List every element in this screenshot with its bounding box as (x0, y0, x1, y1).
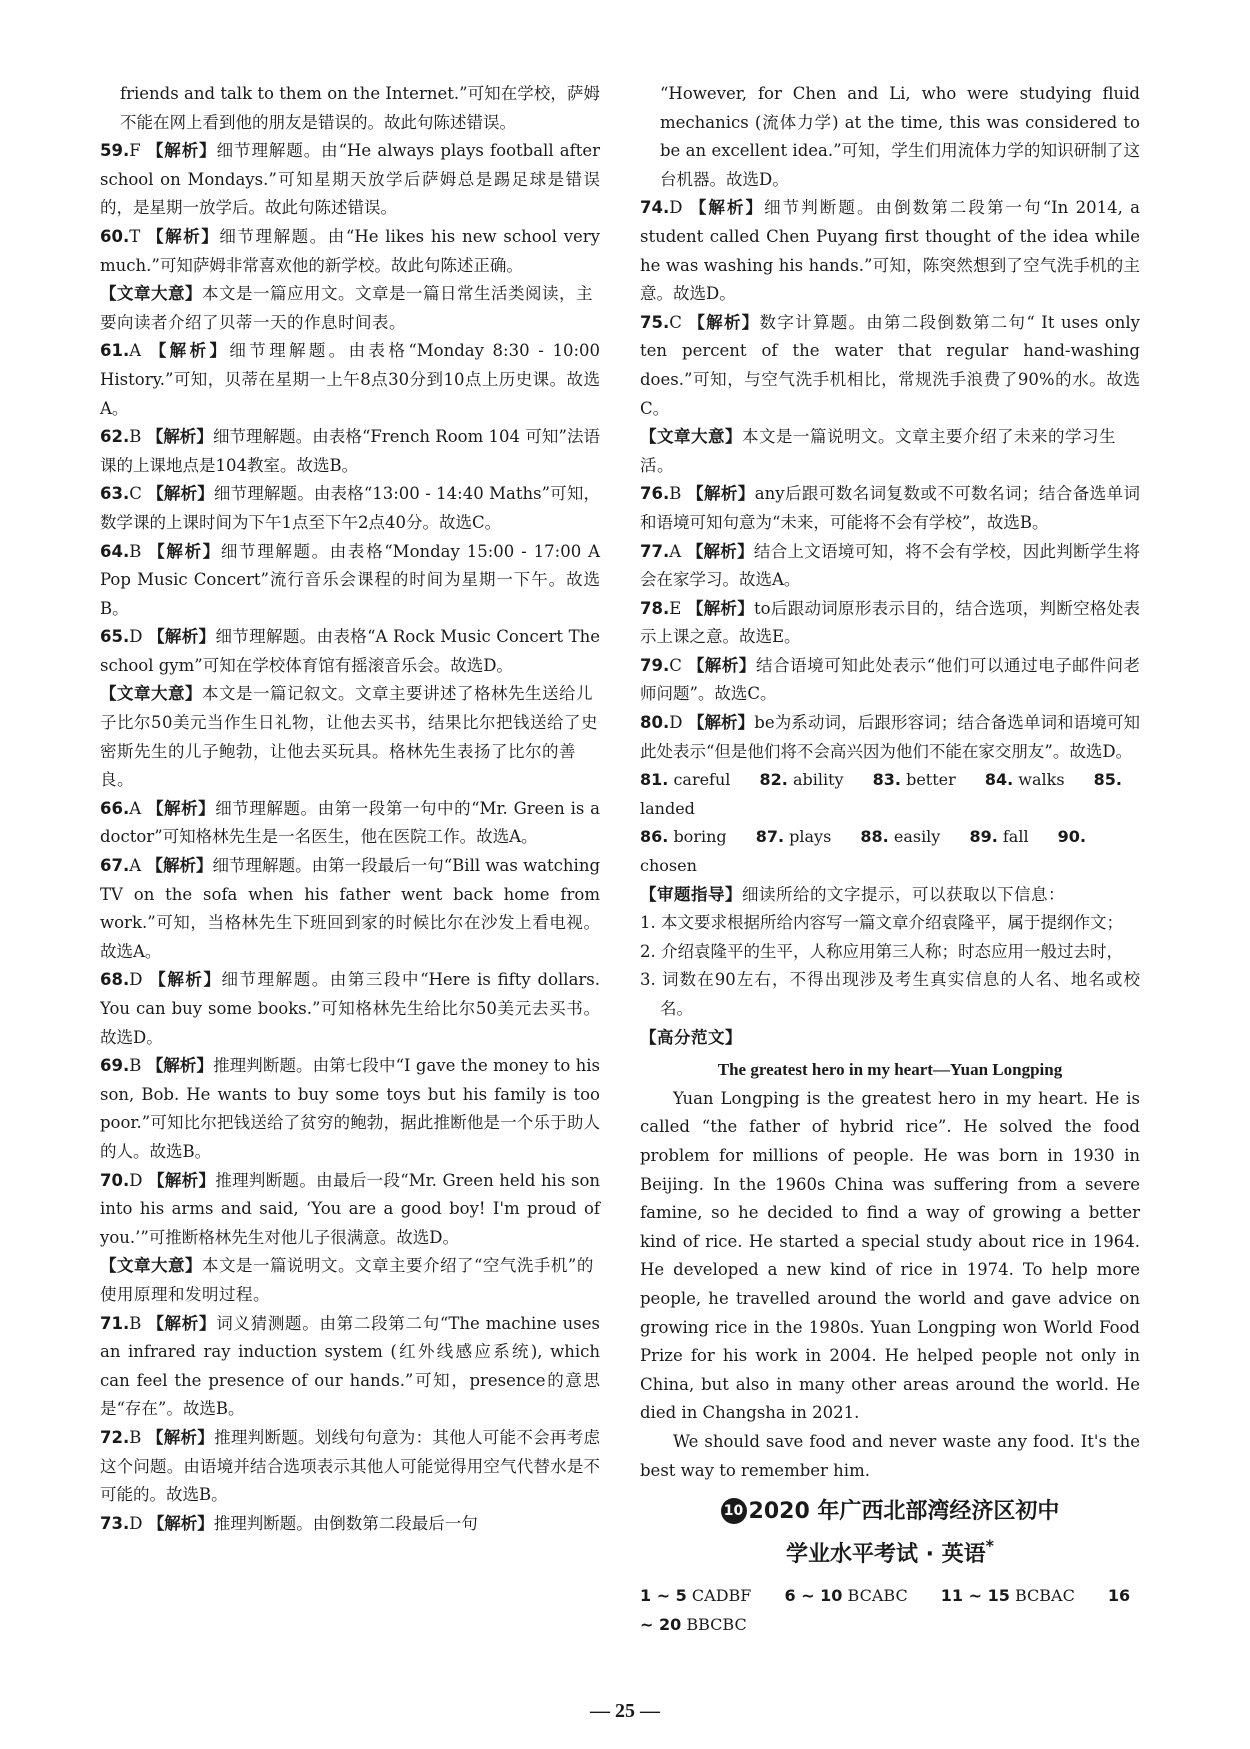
answer-item: 80.D 【解析】be为系动词，后跟形容词；结合备选单词和语境可知此处表示“但是他们将不会高兴因为他们不能在家交朋友”。故选D。 (640, 713, 1140, 761)
guide-point: 3. 词数在90左右，不得出现涉及考生真实信息的人名、地名或校名。 (640, 970, 1140, 1018)
model-essay-label: 【高分范文】 (640, 1027, 742, 1047)
article-summary: 【文章大意】本文是一篇应用文。文章是一篇日常生活类阅读，主要向读者介绍了贝蒂一天的作息时间表。 (100, 284, 593, 332)
article-summary: 【文章大意】本文是一篇说明文。文章主要介绍了未来的学习生活。 (640, 427, 1116, 475)
exam-number-badge: 10 (721, 1498, 747, 1524)
answer-group-59-60 (100, 137, 600, 280)
fill-in-answers-row-1 (640, 766, 1140, 823)
answer-item: 70.D 【解析】推理判断题。由最后一段“Mr. Green held his son into his arms and said, ‘You are a good boy! I'm proud of you.’”可推断格林先生对他儿子很满意。故选D。 (100, 1170, 601, 1247)
answer-item: 63.C 【解析】细节理解题。由表格“13:00 - 14:40 Maths”可知，数学课的上课时间为下午1点至下午2点40分。故选C。 (100, 484, 600, 532)
answer-item: 71.B 【解析】词义猜测题。由第二段第二句“The machine uses an infrared ray induction system (红外线感应系统), which can feel the presence of our hands.”可知，presence的意思是“存在”。故选B。 (100, 1313, 601, 1419)
fill-answer: 82. ability (759, 770, 844, 790)
essay-paragraph: Yuan Longping is the greatest hero in my heart. He is called “the father of hybrid rice”. He solved the food problem for millions of people. He was born in 1930 in Beijing. In the 1960s China was suffering from a severe famine, so he decided to find a way of growing a better kind of rice. He started a special study about rice in 1964. He developed a new kind of rice in 1974. To help more people, he travelled around the world and gave advice on growing rice in the 1980s. Yuan Longping won World Food Prize for his work in 2004. He helped people not only in China, but also in many other areas around the world. He died in Changsha in 2021. (640, 1088, 1140, 1423)
next-exam-heading: 10 2020 年广西北部湾经济区初中 学业水平考试 · 英语* (640, 1495, 1140, 1572)
fill-answer: 81. careful (640, 770, 731, 790)
answer-item: 79.C 【解析】结合语境可知此处表示“他们可以通过电子邮件问老师问题”。故选C。 (640, 655, 1141, 704)
answer-item: 73.D 【解析】推理判断题。由倒数第二段最后一句 (100, 1513, 478, 1533)
answer-item: 76.B 【解析】any后跟可数名词复数或不可数名词；结合备选单词和语境可知句意为“未来，可能将不会有学校”，故选B。 (640, 484, 1140, 532)
writing-guide: 【审题指导】细读所给的文字提示，可以获取以下信息： (640, 884, 1065, 904)
answer-item: 62.B 【解析】细节理解题。由表格“French Room 104 可知”法语课的上课地点是104教室。故选B。 (100, 427, 601, 475)
fill-answer: 86. boring (640, 827, 727, 847)
answer-group-71-73 (100, 1310, 600, 1539)
answer-group-76-80 (640, 480, 1140, 766)
fill-answer: 90. chosen (640, 827, 1087, 876)
fill-answer: 85. landed (640, 770, 1122, 818)
fill-answer: 84. walks (984, 770, 1065, 790)
article-summary: 【文章大意】本文是一篇说明文。文章主要介绍了“空气洗手机”的使用原理和发明过程。 (100, 1256, 594, 1304)
answer-item: 74.D 【解析】细节判断题。由倒数第二段第一句“In 2014, a student called Chen Puyang first thought of the idea while he was washing his hands.”可知，陈突然想到了空气洗手机的主意。故选D。 (640, 198, 1140, 304)
answer-item: 78.E 【解析】to后跟动词原形表示目的，结合选项，判断空格处表示上课之意。故选E。 (640, 598, 1140, 647)
answer-item: 68.D 【解析】细节理解题。由第三段中“Here is fifty dollars. You can buy some books.”可知格林先生给比尔50美元去买书。故选D。 (100, 970, 601, 1047)
answer-key-group: 1 ~ 5 CADBF (640, 1586, 752, 1606)
answer-key-group: 16 ~ 20 BBCBC (640, 1586, 1131, 1634)
answer-group-66-70 (100, 795, 600, 1253)
answer-item: 65.D 【解析】细节理解题。由表格“A Rock Music Concert The school gym”可知在学校体育馆有摇滚音乐会。故选D。 (100, 627, 600, 675)
answer-item: 61.A 【解析】细节理解题。由表格“Monday 8:30 - 10:00 History.”可知，贝蒂在星期一上午8点30分到10点上历史课。故选A。 (100, 341, 601, 418)
guide-point: 2. 介绍袁隆平的生平，人称应用第三人称；时态应用一般过去时， (640, 941, 1123, 961)
answer-key-group: 11 ~ 15 BCBAC (940, 1586, 1075, 1606)
fill-answer: 88. easily (860, 827, 941, 847)
answer-item: 75.C 【解析】数字计算题。由第二段倒数第二句“ It uses only ten percent of the water that regular hand-washing does.”可知，与空气洗手机相比，常规洗手浪费了90%的水。故选C。 (640, 312, 1140, 418)
fill-answer: 83. better (872, 770, 956, 790)
right-column (640, 80, 1140, 1639)
fill-in-answers-row-2 (640, 823, 1140, 880)
answer-key-row (640, 1582, 1140, 1639)
essay-paragraph: We should save food and never waste any food. It's the best way to remember him. (640, 1431, 1140, 1480)
answer-item: 66.A 【解析】细节理解题。由第一段第一句中的“Mr. Green is a doctor”可知格林先生是一名医生，他在医院工作。故选A。 (100, 798, 600, 847)
answer-58-continued: friends and talk to them on the Internet.”可知在学校，萨姆不能在网上看到他的朋友是错误的。故此句陈述错误。 (120, 84, 600, 132)
answer-key-group: 6 ~ 10 BCABC (784, 1586, 908, 1606)
answer-73-continued: “However, for Chen and Li, who were studying fluid mechanics (流体力学) at the time, this was considered to be an excellent idea.”可知，学生们用流体力学的知识研制了这台机器。故选D。 (660, 84, 1140, 189)
answer-group-61-65 (100, 337, 600, 680)
fill-answer: 87. plays (755, 827, 832, 847)
answer-item: 64.B 【解析】细节理解题。由表格“Monday 15:00 - 17:00 A Pop Music Concert”流行音乐会课程的时间为星期一下午。故选B。 (100, 541, 601, 618)
answer-group-74-75 (640, 194, 1140, 423)
fill-answer: 89. fall (969, 827, 1029, 847)
answer-item: 72.B 【解析】推理判断题。划线句句意为：其他人可能不会再考虑这个问题。由语境并结合选项表示其他人可能觉得用空气代替水是不可能的。故选B。 (100, 1427, 601, 1505)
page-number: — 25 — (590, 1700, 660, 1722)
answer-item: 59.F 【解析】细节理解题。由“He always plays football after school on Mondays.”可知星期天放学后萨姆总是踢足球是错误的，是星期一放学后。故此句陈述错误。 (100, 141, 601, 218)
answer-item: 69.B 【解析】推理判断题。由第七段中“I gave the money to his son, Bob. He wants to buy some toys but his family is too poor.”可知比尔把钱送给了贫穷的鲍勃，据此推断他是一个乐于助人的人。故选B。 (100, 1056, 600, 1161)
answer-item: 60.T 【解析】细节理解题。由“He likes his new school very much.”可知萨姆非常喜欢他的新学校。故此句陈述正确。 (100, 226, 601, 275)
left-column (100, 80, 600, 1538)
answer-item: 77.A 【解析】结合上文语境可知，将不会有学校，因此判断学生将会在家学习。故选A。 (640, 541, 1141, 590)
model-essay (640, 1085, 1140, 1485)
model-essay-title: The greatest hero in my heart—Yuan Longping (717, 1060, 1063, 1080)
answer-item: 67.A 【解析】细节理解题。由第一段最后一句“Bill was watching TV on the sofa when his father went back home from work.”可知，当格林先生下班回到家的时候比尔在沙发上看电视。故选A。 (100, 856, 601, 961)
guide-point: 1. 本文要求根据所给内容写一篇文章介绍袁隆平，属于提纲作文； (640, 913, 1123, 933)
article-summary: 【文章大意】本文是一篇记叙文。文章主要讲述了格林先生送给儿子比尔50美元当作生日礼物，让他去买书，结果比尔把钱送给了史密斯先生的儿子鲍勃，让他去买玩具。格林先生表扬了比尔的善良。 (100, 684, 598, 790)
